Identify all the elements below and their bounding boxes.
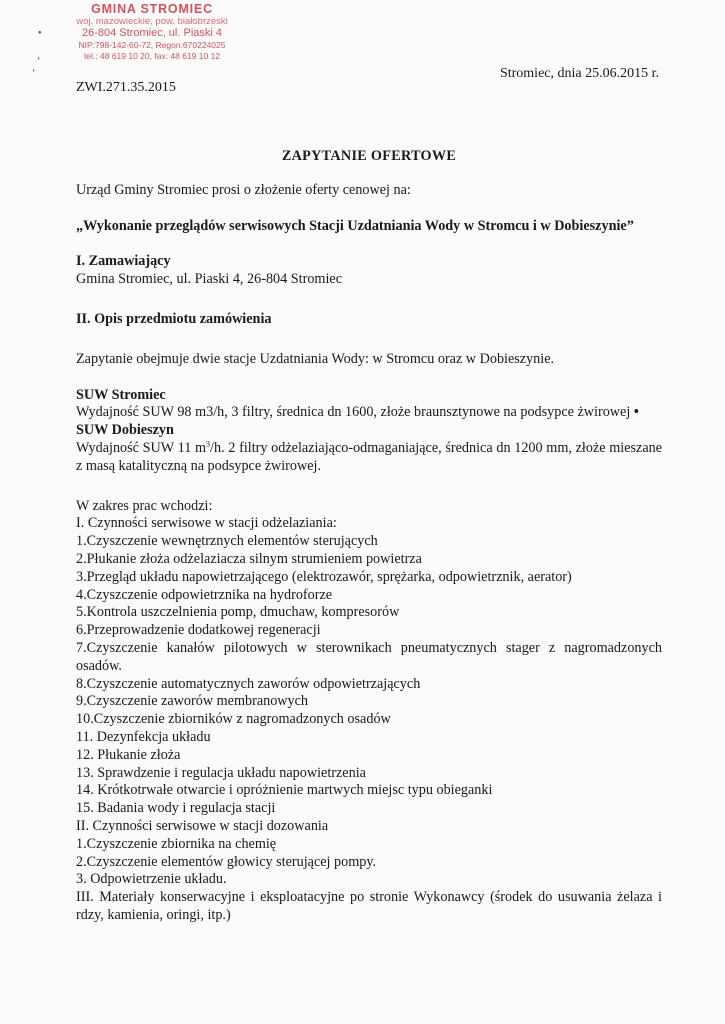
section1-heading: I. Zamawiający <box>76 253 171 270</box>
list-item: 14. Krótkotrwałe otwarcie i opróżnienie martwych miejsc typu obieganki <box>76 782 493 799</box>
list-item: 3.Przegląd układu napowietrzającego (elektrozawór, sprężarka, odpowietrznik, aerator) <box>76 568 572 585</box>
stamp-name: GMINA STROMIEC <box>91 2 213 16</box>
scope-part1-heading: I. Czynności serwisowe w stacji odżelaziania: <box>76 515 337 532</box>
document-body <box>76 148 662 925</box>
list-item: 13. Sprawdzenie i regulacja układu napowietrzenia <box>76 764 366 781</box>
list-item: 2.Czyszczenie elementów głowicy sterującej pompy. <box>76 853 377 870</box>
scan-mark-icon: ‘ <box>32 68 36 79</box>
list-item: 1.Czyszczenie wewnętrznych elementów sterujących <box>76 533 378 550</box>
list-item: 11. Dezynfekcja układu <box>76 728 211 745</box>
section2-text: Zapytanie obejmuje dwie stacje Uzdatniania Wody: w Stromcu oraz w Dobieszynie. <box>76 350 555 367</box>
scan-mark-icon: ‘ <box>37 56 41 67</box>
list-item: 2.Płukanie złoża odżelaziacza silnym strumieniem powietrza <box>76 550 422 567</box>
suw2-text-a: Wydajność SUW 11 m <box>76 439 207 456</box>
scope-intro: W zakres prac wchodzi: <box>76 497 213 514</box>
scope-part2-heading: II. Czynności serwisowe w stacji dozowania <box>76 817 329 834</box>
list-item: 5.Kontrola uszczelnienia pomp, dmuchaw, kompresorów <box>76 604 400 621</box>
suw2-superscript: 3 <box>206 439 211 449</box>
stamp-line-1: woj. mazowieckie, pow. białobrzeski <box>76 16 228 27</box>
scan-mark-icon: • <box>38 28 42 39</box>
list-item: 4.Czyszczenie odpowietrznika na hydroforze <box>76 586 333 603</box>
gmina-stamp <box>66 2 238 62</box>
list-item: 8.Czyszczenie automatycznych zaworów odpowietrzających <box>76 675 421 692</box>
scope-part3: III. Materiały konserwacyjne i eksploatacyjne po stronie Wykonawcy (środek do usuwania żelaza i rdzy, kamienia, oringi, itp.) <box>76 889 662 923</box>
intro-text: Urząd Gminy Stromiec prosi o złożenie oferty cenowej na: <box>76 181 411 198</box>
subject-text: „Wykonanie przeglądów serwisowych Stacji Uzdatniania Wody w Stromcu i w Dobieszynie” <box>76 217 634 234</box>
ink-dot-icon: • <box>633 404 639 421</box>
suw1-heading: SUW Stromiec <box>76 386 166 403</box>
list-item: 15. Badania wody i regulacja stacji <box>76 800 276 817</box>
stamp-line-4: tel.: 48 619 10 20, fax: 48 619 10 12 <box>83 51 221 61</box>
list-item: 3. Odpowietrzenie układu. <box>76 871 227 888</box>
suw2-text <box>76 440 662 476</box>
section1-text: Gmina Stromiec, ul. Piaski 4, 26-804 Stromiec <box>76 271 342 288</box>
list-item: 12. Płukanie złoża <box>76 746 181 763</box>
section2-heading: II. Opis przedmiotu zamówienia <box>76 310 272 327</box>
suw2-text-b: /h. 2 filtry odżelaziająco-odmaganiające, średnica dn 1200 mm, złoże mieszane z masą katalityczną na podsypce żwirowej. <box>76 439 663 474</box>
document-title: ZAPYTANIE OFERTOWE <box>281 148 457 164</box>
stamp-line-2: 26-804 Stromiec, ul. Piaski 4 <box>81 27 222 39</box>
list-item: 1.Czyszczenie zbiornika na chemię <box>76 835 277 852</box>
suw1-text <box>76 404 662 422</box>
list-item: 6.Przeprowadzenie dodatkowej regeneracji <box>76 622 321 639</box>
suw2-heading: SUW Dobieszyn <box>76 422 174 439</box>
document-date: Stromiec, dnia 25.06.2015 r. <box>499 66 659 81</box>
list-item: 9.Czyszczenie zaworów membranowych <box>76 693 309 710</box>
suw1-text-content: Wydajność SUW 98 m3/h, 3 filtry, średnica dn 1600, złoże braunsztynowe na podsypce żwirowej <box>76 404 631 421</box>
reference-number: ZWI.271.35.2015 <box>76 80 176 95</box>
stamp-line-3: NIP:798-142-60-72, Regon:670224025 <box>78 40 226 50</box>
list-item: 10.Czyszczenie zbiorników z nagromadzonych osadów <box>76 711 391 728</box>
list-item: 7.Czyszczenie kanałów pilotowych w sterownikach pneumatycznych stager z nagromadzonych osadów. <box>76 639 662 674</box>
